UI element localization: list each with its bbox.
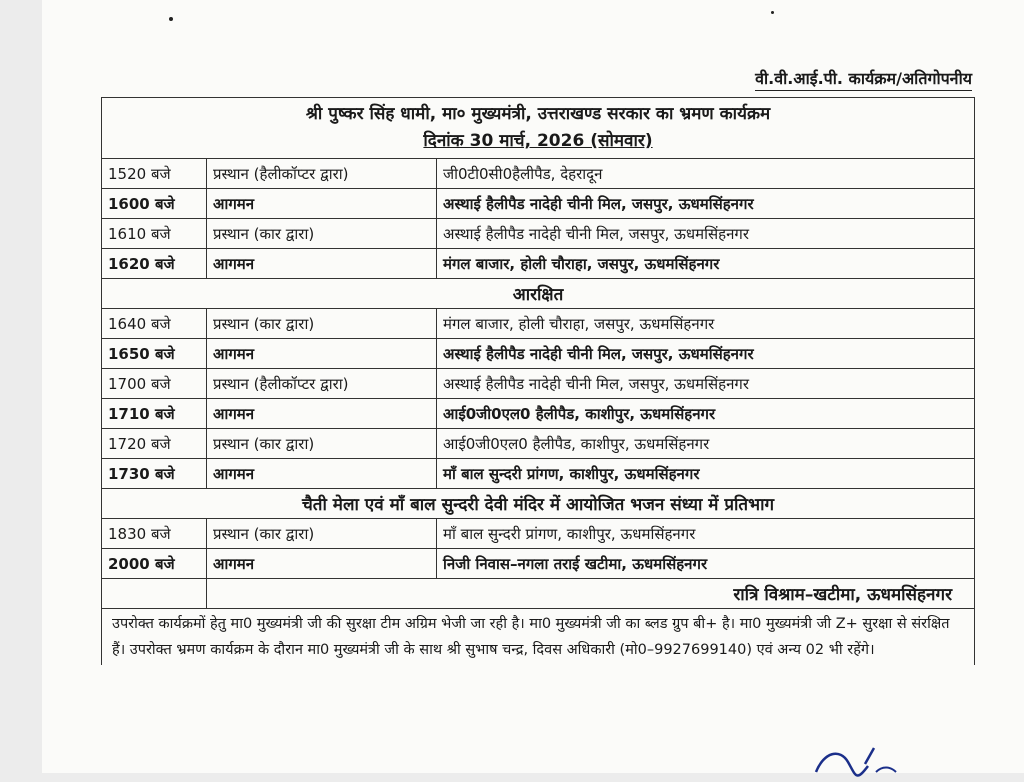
time-cell: 2000 बजे	[102, 549, 207, 579]
schedule-row	[102, 189, 975, 219]
signature-mark	[810, 742, 900, 782]
place-cell: अस्थाई हैलीपैड नादेही चीनी मिल, जसपुर, ऊधमसिंहनगर	[437, 189, 975, 219]
place-cell: मंगल बाजार, होली चौराहा, जसपुर, ऊधमसिंहनगर	[437, 309, 975, 339]
time-cell: 1520 बजे	[102, 159, 207, 189]
event-label: चैती मेला एवं माँ बाल सुन्दरी देवी मंदिर में आयोजित भजन संध्या में प्रतिभाग	[102, 489, 975, 519]
action-cell: आगमन	[207, 339, 437, 369]
reserved-label: आरक्षित	[102, 279, 975, 309]
place-cell: अस्थाई हैलीपैड नादेही चीनी मिल, जसपुर, ऊधमसिंहनगर	[437, 369, 975, 399]
event-label-row	[102, 489, 975, 519]
schedule-table	[101, 97, 975, 665]
time-cell: 1640 बजे	[102, 309, 207, 339]
time-cell: 1620 बजे	[102, 249, 207, 279]
time-cell: 1720 बजे	[102, 429, 207, 459]
note-row	[102, 609, 975, 666]
place-cell: माँ बाल सुन्दरी प्रांगण, काशीपुर, ऊधमसिंहनगर	[437, 519, 975, 549]
program-date: दिनांक 30 मार्च, 2026 (सोमवार)	[423, 131, 653, 151]
action-cell: आगमन	[207, 459, 437, 489]
night-stay-cell: रात्रि विश्राम–खटीमा, ऊधमसिंहनगर	[207, 579, 975, 609]
schedule-row	[102, 219, 975, 249]
action-cell: प्रस्थान (कार द्वारा)	[207, 429, 437, 459]
schedule-row	[102, 249, 975, 279]
place-cell: निजी निवास–नगला तराई खटीमा, ऊधमसिंहनगर	[437, 549, 975, 579]
action-cell: प्रस्थान (कार द्वारा)	[207, 219, 437, 249]
speck-mark	[169, 17, 173, 21]
time-cell: 1710 बजे	[102, 399, 207, 429]
action-cell: आगमन	[207, 249, 437, 279]
place-cell: जी0टी0सी0हैलीपैड, देहरादून	[437, 159, 975, 189]
action-cell: आगमन	[207, 549, 437, 579]
time-cell: 1830 बजे	[102, 519, 207, 549]
time-cell: 1610 बजे	[102, 219, 207, 249]
schedule-row	[102, 549, 975, 579]
program-title: श्री पुष्कर सिंह धामी, मा० मुख्यमंत्री, उत्तराखण्ड सरकार का भ्रमण कार्यक्रम	[305, 104, 771, 124]
action-cell: आगमन	[207, 399, 437, 429]
security-note: उपरोक्त कार्यक्रमों हेतु मा0 मुख्यमंत्री जी की सुरक्षा टीम अग्रिम भेजी जा रही है। मा0 मुख्यमंत्री जी का ब्लड ग्रुप बी+ है। मा0 मुख्यमंत्री जी Z+ सुरक्षा से संरक्षित हैं। उपरोक्त भ्रमण कार्यक्रम के दौरान मा0 मुख्यमंत्री जी के साथ श्री सुभाष चन्द्र, दिवस अधिकारी (मो0–9927699140) एवं अन्य 02 भी रहेंगे।	[102, 609, 975, 666]
night-stay-row	[102, 579, 975, 609]
time-cell: 1600 बजे	[102, 189, 207, 219]
schedule-row	[102, 429, 975, 459]
speck-mark	[771, 11, 774, 14]
place-cell: मंगल बाजार, होली चौराहा, जसपुर, ऊधमसिंहनगर	[437, 249, 975, 279]
night-stay-time-cell	[102, 579, 207, 609]
action-cell: प्रस्थान (कार द्वारा)	[207, 519, 437, 549]
schedule-row	[102, 399, 975, 429]
action-cell: आगमन	[207, 189, 437, 219]
schedule-heading	[102, 98, 975, 159]
action-cell: प्रस्थान (कार द्वारा)	[207, 309, 437, 339]
schedule-row	[102, 159, 975, 189]
place-cell: आई0जी0एल0 हैलीपैड, काशीपुर, ऊधमसिंहनगर	[437, 399, 975, 429]
place-cell: आई0जी0एल0 हैलीपैड, काशीपुर, ऊधमसिंहनगर	[437, 429, 975, 459]
time-cell: 1730 बजे	[102, 459, 207, 489]
time-cell: 1700 बजे	[102, 369, 207, 399]
schedule-row	[102, 339, 975, 369]
place-cell: अस्थाई हैलीपैड नादेही चीनी मिल, जसपुर, ऊधमसिंहनगर	[437, 219, 975, 249]
action-cell: प्रस्थान (हैलीकॉप्टर द्वारा)	[207, 159, 437, 189]
classification-label: वी.वी.आई.पी. कार्यक्रम/अतिगोपनीय	[755, 67, 972, 91]
schedule-row	[102, 459, 975, 489]
schedule-row	[102, 369, 975, 399]
schedule-row	[102, 309, 975, 339]
place-cell: अस्थाई हैलीपैड नादेही चीनी मिल, जसपुर, ऊधमसिंहनगर	[437, 339, 975, 369]
place-cell: माँ बाल सुन्दरी प्रांगण, काशीपुर, ऊधमसिंहनगर	[437, 459, 975, 489]
schedule-row	[102, 519, 975, 549]
action-cell: प्रस्थान (हैलीकॉप्टर द्वारा)	[207, 369, 437, 399]
time-cell: 1650 बजे	[102, 339, 207, 369]
reserved-label-row	[102, 279, 975, 309]
